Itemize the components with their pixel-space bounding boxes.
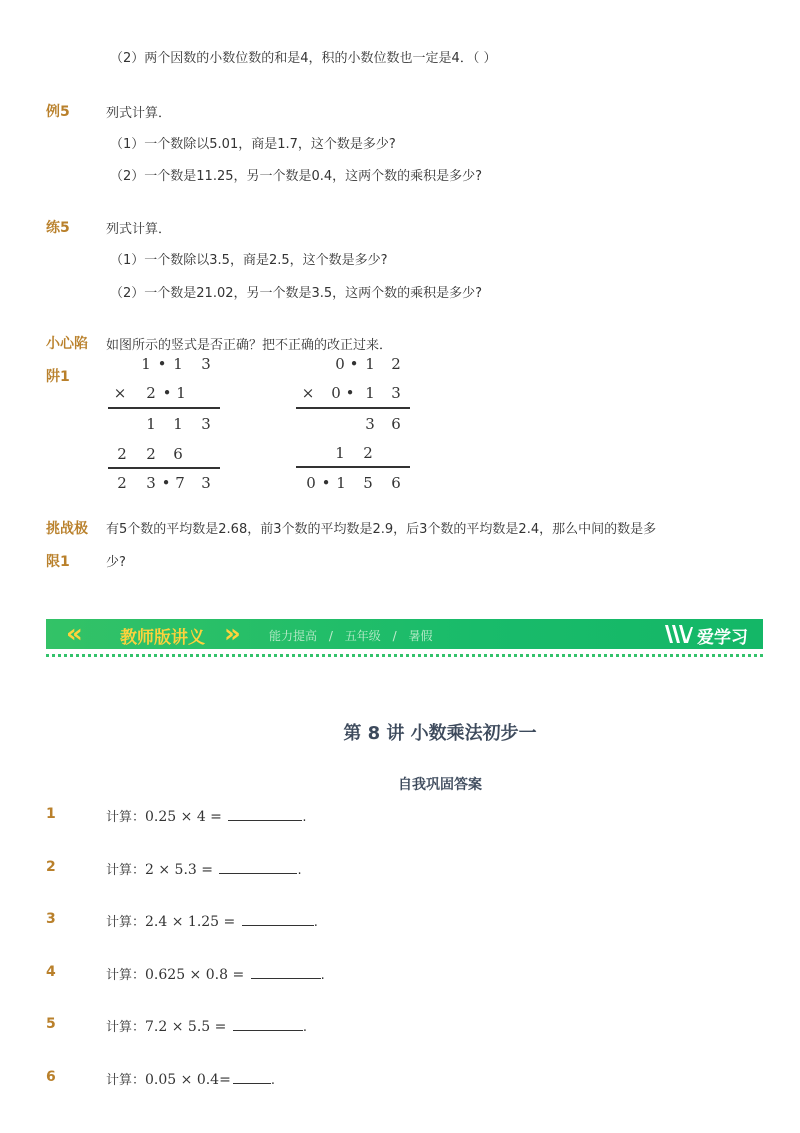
- digit: 2: [117, 474, 127, 492]
- exercise-expression: 7.2 × 5.5 =: [145, 1019, 231, 1035]
- decimal-point: •: [162, 384, 172, 402]
- digit: 2: [146, 384, 156, 402]
- breadcrumb: [269, 627, 432, 644]
- dotted-divider: [46, 654, 763, 657]
- example-5-tag: 例5: [46, 104, 70, 120]
- breadcrumb-separator: /: [392, 629, 397, 643]
- exercise-label: 计算：: [106, 915, 146, 930]
- decimal-point: •: [321, 474, 331, 492]
- exercise-2: [106, 859, 302, 878]
- breadcrumb-item: 暑假: [408, 629, 433, 643]
- divider-line: [296, 466, 410, 468]
- digit: 2: [146, 445, 156, 463]
- digit: 6: [391, 415, 401, 433]
- trap-1-tag-line2: 阱1: [46, 369, 70, 385]
- exercise-period: .: [270, 1073, 275, 1088]
- decimal-point: •: [349, 355, 359, 373]
- trap-1-text: 如图所示的竖式是否正确？把不正确的改正过来．: [106, 338, 393, 353]
- digit: 1: [173, 415, 183, 433]
- multiply-sign: ×: [113, 384, 127, 402]
- exercise-number: 3: [46, 911, 56, 927]
- digit: 3: [201, 415, 211, 433]
- digit: 6: [173, 445, 183, 463]
- exercise-period: .: [297, 863, 302, 878]
- chevron-right-icon: »: [224, 619, 235, 649]
- example-5-q2: （2）一个数是11.25，另一个数是0.4，这两个数的乘积是多少?: [110, 169, 483, 184]
- digit: 1: [173, 355, 183, 373]
- digit: 3: [391, 384, 401, 402]
- challenge-1-line1: 有5个数的平均数是2.68，前3个数的平均数是2.9，后3个数的平均数是2.4，那么中间的数是多: [106, 522, 657, 537]
- exercise-number: 2: [46, 859, 56, 875]
- exercise-label: 计算：: [106, 968, 146, 983]
- example-5-q1: （1）一个数除以5.01，商是1.7，这个数是多少?: [110, 137, 396, 152]
- exercise-expression: 2 × 5.3 =: [145, 862, 218, 878]
- digit: 5: [363, 474, 373, 492]
- digit: 0: [306, 474, 316, 492]
- decimal-point: •: [345, 384, 355, 402]
- divider-line: [108, 407, 220, 409]
- question-2-true-false: （2）两个因数的小数位数的和是4，积的小数位数也一定是4．（ ）: [110, 51, 497, 66]
- trap-1-tag-line1: 小心陷: [46, 336, 88, 352]
- exercise-label: 计算：: [106, 863, 146, 878]
- exercise-label: 计算：: [106, 1020, 146, 1035]
- practice-5-title: 列式计算．: [106, 222, 172, 237]
- example-5-title: 列式计算．: [106, 106, 172, 121]
- digit: 7: [175, 474, 185, 492]
- exercise-5: [106, 1016, 307, 1035]
- digit: 2: [363, 444, 373, 462]
- breadcrumb-item: 能力提高: [269, 629, 318, 643]
- digit: 2: [391, 355, 401, 373]
- digit: 0: [335, 355, 345, 373]
- brand-logo-icon: [663, 623, 693, 645]
- breadcrumb-item: 五年级: [344, 629, 381, 643]
- challenge-1-line2: 少?: [106, 555, 126, 570]
- exercise-period: .: [302, 1020, 307, 1035]
- answer-blank[interactable]: [219, 861, 297, 874]
- digit: 1: [365, 384, 375, 402]
- exercise-expression: 0.25 × 4 =: [145, 809, 227, 825]
- exercise-expression: 2.4 × 1.25 =: [145, 914, 240, 930]
- exercise-3: [106, 911, 318, 930]
- digit: 1: [141, 355, 151, 373]
- exercise-period: .: [302, 810, 307, 825]
- digit: 3: [365, 415, 375, 433]
- answer-blank[interactable]: [233, 1018, 303, 1031]
- exercise-label: 计算：: [106, 810, 146, 825]
- banner-title: 教师版讲义: [120, 628, 205, 648]
- multiply-sign: ×: [301, 384, 315, 402]
- challenge-1-tag-line2: 限1: [46, 554, 70, 570]
- exercise-number: 4: [46, 964, 56, 980]
- exercise-1: [106, 806, 307, 825]
- digit: 1: [365, 355, 375, 373]
- breadcrumb-separator: /: [328, 629, 333, 643]
- practice-5-q1: （1）一个数除以3.5，商是2.5，这个数是多少?: [110, 253, 388, 268]
- challenge-1-tag-line1: 挑战极: [46, 521, 88, 537]
- digit: 1: [336, 474, 346, 492]
- brand-name: 爱学习: [697, 628, 748, 648]
- digit: 1: [176, 384, 186, 402]
- digit: 2: [117, 445, 127, 463]
- practice-5-tag: 练5: [46, 220, 70, 236]
- digit: 1: [335, 444, 345, 462]
- exercise-expression: 0.625 × 0.8 =: [145, 967, 249, 983]
- answer-blank[interactable]: [228, 808, 302, 821]
- digit: 6: [391, 474, 401, 492]
- digit: 1: [146, 415, 156, 433]
- exercise-expression: 0.05 × 0.4=: [145, 1072, 231, 1088]
- digit: 0: [331, 384, 341, 402]
- exercise-period: .: [320, 968, 325, 983]
- exercise-label: 计算：: [106, 1073, 146, 1088]
- exercise-4: [106, 964, 325, 983]
- lecture-title: 第 8 讲 小数乘法初步一: [343, 723, 537, 744]
- digit: 3: [201, 474, 211, 492]
- digit: 3: [146, 474, 156, 492]
- answer-blank[interactable]: [233, 1071, 271, 1084]
- answer-blank[interactable]: [242, 913, 314, 926]
- decimal-point: •: [157, 355, 167, 373]
- exercise-number: 5: [46, 1016, 56, 1032]
- divider-line: [108, 467, 220, 469]
- practice-5-q2: （2）一个数是21.02，另一个数是3.5，这两个数的乘积是多少?: [110, 286, 483, 301]
- exercise-6: [106, 1069, 275, 1088]
- section-title: 自我巩固答案: [398, 777, 482, 793]
- decimal-point: •: [161, 474, 171, 492]
- exercise-number: 6: [46, 1069, 56, 1085]
- digit: 3: [201, 355, 211, 373]
- divider-line: [296, 407, 410, 409]
- exercise-number: 1: [46, 806, 56, 822]
- answer-blank[interactable]: [251, 966, 321, 979]
- chevron-left-icon: «: [66, 619, 77, 649]
- exercise-period: .: [313, 915, 318, 930]
